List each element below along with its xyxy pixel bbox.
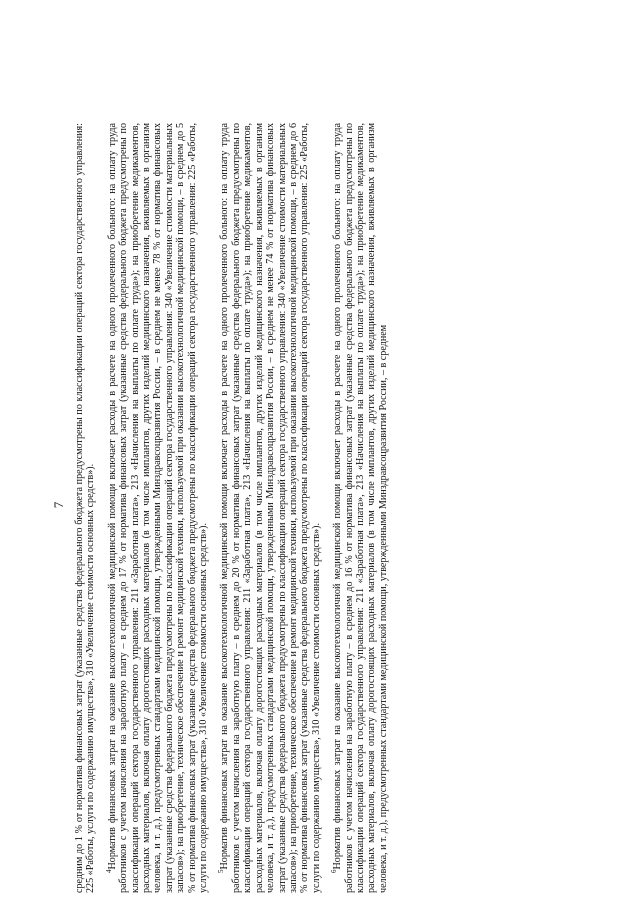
- footnote-6: [332, 123, 389, 893]
- document-page: [52, 105, 542, 905]
- footnote-mark: 6: [330, 869, 339, 873]
- footnote-mark: 5: [217, 869, 226, 873]
- footnote-text: Норматив финансовых затрат на оказание высокотехнологичной медицинской помощи включает расходы в расчете на одного пролеченного больного: на оплату труда работников с учетом начисления на заработную плату – в среднем до 17 % от норматива финансовых затрат (указанные средства федерального бюджета предусмотрены по классификации операций сектора государственного управления: 211 «Заработная плата», 213 «Начисления на выплаты по оплате труда»); на приобретение медикаментов, расходных материалов, включая оплату дорогостоящих расходных материалов (в том числе имплантов, других изделий медицинского назначения, вживляемых в организм человека, и т. д.), предусмотренных стандартами медицинской помощи, утвержденными Минздравсоцразвития России, – в среднем не менее 78 % от норматива финансовых затрат (указанные средства федерального бюджета предусмотрены по классификации операций сектора государственного управления: 340 «Увеличение стоимости материальных запасов»); на приобретение, техническое обеспечение и ремонт медицинской техники, используемой при оказании высокотехнологичной медицинской помощи, – в среднем до 5 % от норматива финансовых затрат (указанные средства федерального бюджета предусмотрены по классификации операций сектора государственного управления: 225 «Работы, услуги по содержанию имущества», 310 «Увеличение стоимости основных средств»).: [106, 123, 210, 893]
- continued-paragraph: средним до 1 % от норматива финансовых затрат (указанные средства федерального бюджета предусмотрены по классификации операций сектора государственного управления: 225 «Работы, услуги по содержанию имущества», 310 «Увеличение стоимости основных средств»).: [74, 123, 97, 893]
- footnote-text: Норматив финансовых затрат на оказание высокотехнологичной медицинской помощи включает расходы в расчете на одного пролеченного больного: на оплату труда работников с учетом начисления на заработную плату – в среднем до 16 % от норматива финансовых затрат (указанные средства федерального бюджета предусмотрены по классификации операций сектора государственного управления: 211 «Заработная плата», 213 «Начисления на выплаты по оплате труда»); на приобретение медикаментов, расходных материалов, включая оплату дорогостоящих расходных материалов (в том числе имплантов, других изделий медицинского назначения, вживляемых в организм человека, и т. д.), предусмотренных стандартами медицинской помощи, утвержденными Минздравсоцразвития России, – в среднем: [332, 123, 389, 893]
- footnote-5: [219, 123, 322, 893]
- footnote-text: Норматив финансовых затрат на оказание высокотехнологичной медицинской помощи включает расходы в расчете на одного пролеченного больного: на оплату труда работников с учетом начисления на заработную плату – в среднем до 20 % от норматива финансовых затрат (указанные средства федерального бюджета предусмотрены по классификации операций сектора государственного управления: 211 «Заработная плата», 213 «Начисления на выплаты по оплате труда»); на приобретение медикаментов, расходных материалов, включая оплату дорогостоящих расходных материалов (в том числе имплантов, других изделий медицинского назначения, вживляемых в организм человека, и т. д.), предусмотренных стандартами медицинской помощи, утвержденными Минздравсоцразвития России, – в среднем не менее 74 % от норматива финансовых затрат (указанные средства федерального бюджета предусмотрены по классификации операций сектора государственного управления: 340 «Увеличение стоимости материальных запасов»); на приобретение, техническое обеспечение и ремонт медицинской техники, используемой при оказании высокотехнологичной медицинской помощи, – в среднем до 6 % от норматива финансовых затрат (указанные средства федерального бюджета предусмотрены по классификации операций сектора государственного управления: 225 «Работы, услуги по содержанию имущества», 310 «Увеличение стоимости основных средств»).: [219, 123, 322, 893]
- page-number: 7: [51, 501, 66, 509]
- footnote-mark: 4: [104, 869, 113, 873]
- footnote-4: [104, 123, 210, 893]
- document-body: [74, 123, 399, 893]
